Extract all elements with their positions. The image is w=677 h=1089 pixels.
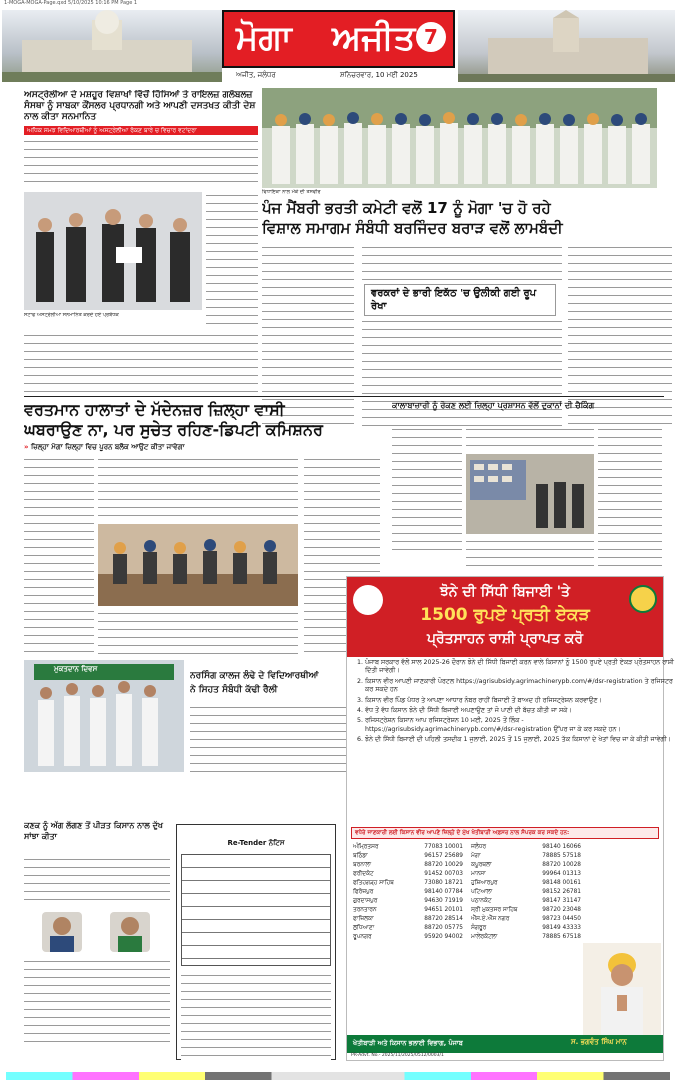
ad-contact-row: [353, 843, 463, 851]
story-fire: [24, 820, 170, 1060]
ad-contact-phone: 98149 43333: [542, 925, 581, 931]
ad-contact-phone: 98140 07784: [424, 889, 463, 895]
tender-body: [181, 972, 331, 1062]
ad-point: 5. ਰਜਿਸਟ੍ਰੇਸ਼ਨ ਕਿਸਾਨ ਆਪ ਰਜਿਸਟ੍ਰੇਸ਼ਨ 10 ਮਈ, 2025 ਤੋਂ ਲਿੰਕ - https://agrisubsidy.agrimachinerypb.com/#/dsr-registration ਉੱਪਰ ਜਾ ਕੇ ਕਰ ਸਕਦੇ ਹਨ।: [365, 717, 675, 734]
ad-contact-district: ਤਰਨਤਾਰਨ: [353, 907, 377, 913]
story-committee-body-col2: [362, 244, 562, 282]
story-rally-photo: [24, 660, 184, 772]
ad-contact-district: ਲੁਧਿਆਣਾ: [353, 925, 375, 931]
ad-contact-row: [353, 879, 463, 887]
ad-contact-district: ਅੰਮ੍ਰਿਤਸਰ: [353, 844, 379, 850]
ad-contact-phone: 73080 18721: [424, 880, 463, 886]
masthead-photo-right: [458, 10, 675, 82]
story-rally-headline-1: ਨਰਸਿੰਗ ਕਾਲਜ ਲੰਢੇ ਦੇ ਵਿਦਿਆਰਥੀਆਂ: [190, 671, 319, 681]
ad-contact-row: [471, 843, 581, 851]
ad-contact-phone: 78885 67518: [542, 934, 581, 940]
ad-contact-phone: 88720 05775: [424, 925, 463, 931]
story-dc-subhead-marker: »: [24, 443, 29, 451]
ad-contact-row: [353, 906, 463, 914]
masthead-photo-left: [2, 10, 222, 82]
ad-contact-district: ਪਠਾਨਕੋਟ: [471, 898, 492, 904]
ad-contact-district: ਕਪੂਰਥਲਾ: [471, 862, 492, 868]
story-dc-photo: [98, 524, 298, 606]
story-dc-headline-2: ਘਬਰਾਉਣ ਨਾ, ਪਰ ਸੁਚੇਤ ਰਹਿਣ-ਡਿਪਟੀ ਕਮਿਸ਼ਨਰ: [24, 420, 323, 439]
divider-1: [24, 396, 664, 397]
ad-contact-row: [471, 915, 581, 923]
story-fire-headline: ਕਣਕ ਨੂੰ ਅੱਗ ਲੱਗਣ ਤੋਂ ਪੀੜਤ ਕਿਸਾਨ ਨਾਲ ਦੁੱਖ ਸਾਂਝਾ ਕੀਤਾ: [24, 821, 163, 841]
ad-contact-row: [471, 870, 581, 878]
ad-contact-phone: 88720 28514: [424, 916, 463, 922]
ad-contact-phone: 88720 10028: [542, 862, 581, 868]
masthead-date: ਸ਼ਨਿਚਰਵਾਰ, 10 ਮਈ 2025: [340, 71, 418, 79]
ad-contacts-grid: [353, 843, 581, 941]
ad-points: [347, 659, 675, 747]
story-shops-body-col4: [598, 426, 662, 568]
ad-contact-district: ਮਾਨਸਾ: [471, 871, 486, 877]
tender-notice: [176, 824, 336, 1060]
ad-contact-phone: 77083 10001: [424, 844, 463, 850]
ad-contact-phone: 78885 57518: [542, 853, 581, 859]
story-rally-body: [190, 704, 346, 774]
ad-contact-phone: 98723 04450: [542, 916, 581, 922]
ad-contact-row: [353, 924, 463, 932]
story-shops-body-col1: [392, 426, 462, 556]
ad-contact-phone: 98140 16066: [542, 844, 581, 850]
story-australia-body: [24, 138, 258, 188]
page-number: 7: [416, 22, 446, 52]
ad-contact-bar: [351, 827, 659, 839]
story-australia-caption: ਸਟਾਫ ਅਸਟ੍ਰੇਲੀਆ ਸਨਮਾਨਿਤ ਕਰਦੇ ਹੋਏ ਪ੍ਰਬੰਧਕ: [24, 312, 119, 318]
story-committee-headline-2: ਵਿਸ਼ਾਲ ਸਮਾਗਮ ਸੰਬੰਧੀ ਬਰਜਿੰਦਰ ਬਰਾੜ ਵਲੋਂ ਲਾਮਬੰਦੀ: [262, 219, 563, 237]
ad-contact-district: ਰੂਪਨਗਰ: [353, 934, 372, 940]
ad-contact-phone: 96157 25689: [424, 853, 463, 859]
ad-contact-district: ਮਾਲੇਰਕੋਟਲਾ: [471, 934, 498, 940]
story-dc-headline-1: ਵਰਤਮਾਨ ਹਾਲਾਤਾਂ ਦੇ ਮੱਦੇਨਜ਼ਰ ਜ਼ਿਲ੍ਹਾ ਵਾਸੀ: [24, 400, 285, 419]
story-rally-headline-2: ਨੇ ਸਿਹਤ ਸੰਬੰਧੀ ਕੱਢੀ ਰੈਲੀ: [190, 685, 278, 695]
tender-heading: Re-Tender ਨੋਟਿਸ: [227, 839, 285, 847]
story-dc-subhead: [24, 443, 384, 452]
ad-contact-district: ਸ੍ਰੀ ਮੁਕਤਸਰ ਸਾਹਿਬ: [471, 907, 518, 913]
masthead: [0, 10, 677, 85]
ad-contact-district: ਜਲੰਧਰ: [471, 844, 486, 850]
ad-dsr: [346, 576, 674, 1061]
print-color-bar: [6, 1072, 670, 1080]
ad-contact-district: ਬਠਿੰਡਾ: [353, 853, 368, 859]
ad-point: 4. ਵੱਧ ਤੋਂ ਵੱਧ ਕਿਸਾਨ ਝੋਨੇ ਦੀ ਸਿੱਧੀ ਬਿਜਾਈ ਅਪਣਾਉਣ ਤਾਂ ਜੋ ਪਾਣੀ ਦੀ ਬੱਚਤ ਕੀਤੀ ਜਾ ਸਕੇ।: [365, 707, 675, 715]
ad-footer: [347, 1035, 663, 1053]
story-committee-pull-quote: [364, 284, 556, 316]
ad-contact-row: [353, 888, 463, 896]
ad-govt-emblem: [353, 585, 383, 615]
ad-point: 6. ਝੋਨੇ ਦੀ ਸਿੱਧੀ ਬਿਜਾਈ ਦੀ ਪਹਿਲੀ ਤਸਦੀਕ 1 ਜੁਲਾਈ, 2025 ਤੋਂ 15 ਜੁਲਾਈ, 2025 ਤੱਕ ਕਿਸਾਨਾਂ ਦੇ ਖੇਤਾਂ ਵਿਚ ਜਾ ਕੇ ਕੀਤੀ ਜਾਵੇਗੀ।: [365, 736, 675, 744]
ad-contact-phone: 88720 10029: [424, 862, 463, 868]
masthead-publication: ਅਜੀਤ, ਜਲੰਧਰ: [236, 71, 276, 79]
ad-contact-district: ਫਰੀਦਕੋਟ: [353, 871, 374, 877]
ad-title-1: ਝੋਨੇ ਦੀ ਸਿੱਧੀ ਬਿਜਾਈ 'ਤੇ: [439, 584, 571, 600]
ad-title-2: 1500 ਰੁਪਏ ਪ੍ਰਤੀ ਏਕੜ: [420, 605, 590, 625]
story-committee-body-col1: [262, 244, 354, 426]
story-fire-body: [24, 856, 170, 906]
ad-title-3: ਪ੍ਰੋਤਸਾਹਨ ਰਾਸ਼ੀ ਪ੍ਰਾਪਤ ਕਰੋ: [426, 631, 584, 647]
story-rally-banner: ਮੁਕਤਦਾਨ ਦਿਵਸ: [54, 665, 98, 673]
ad-contact-row: [471, 933, 581, 941]
tender-table: [181, 854, 331, 966]
story-committee-pull-quote-text: ਵਰਕਰਾਂ ਦੇ ਭਾਰੀ ਇਕੱਠ 'ਚ ਉਲੀਕੀ ਗਈ ਰੂਪ ਰੇਖਾ: [371, 288, 537, 312]
ad-point: 3. ਕਿਸਾਨ ਵੀਰ ਪਿੰਡ ਪੱਧਰ ਤੇ ਆਪਣਾ ਆਧਾਰ ਨੰਬਰ ਰਾਹੀਂ ਬਿਜਾਈ ਤੋਂ ਬਾਅਦ ਹੀ ਰਜਿਸਟ੍ਰੇਸ਼ਨ ਕਰਵਾਉਣ।: [365, 697, 675, 705]
story-fire-portrait-2: [110, 912, 150, 952]
ad-contact-phone: 98152 26781: [542, 889, 581, 895]
ad-point: 2. ਕਿਸਾਨ ਵੀਰ ਆਪਣੀ ਜਾਣਕਾਰੀ ਪੋਰਟਲ https://agrisubsidy.agrimachinerypb.com/#/dsr-registration ਤੇ ਰਜਿਸਟਰ ਕਰ ਸਕਦੇ ਹਨ: [365, 678, 675, 695]
ad-footer-dept: ਖੇਤੀਬਾੜੀ ਅਤੇ ਕਿਸਾਨ ਭਲਾਈ ਵਿਭਾਗ, ਪੰਜਾਬ: [353, 1039, 463, 1047]
ad-dept-logo: [629, 585, 657, 613]
ad-contact-phone: 91452 00703: [424, 871, 463, 877]
ad-contact-row: [471, 906, 581, 914]
ad-contact-row: [471, 924, 581, 932]
ad-contact-row: [353, 933, 463, 941]
ad-contact-row: [471, 861, 581, 869]
group-photo-top: [262, 88, 657, 188]
story-australia-headline: ਅਸਟ੍ਰੇਲੀਆ ਦੇ ਮਸ਼ਹੂਰ ਵਿਸ਼ਾਖਾਂ ਵਿੱਚੋਂ ਹਿੱਸਿਆਂ ਤੇ ਰਾਇਲਜ਼ ਗਲੋਬਲਜ਼ ਸੰਸਥਾ ਨੂੰ ਸਾਬਕਾ ਕੌਂਸਲਰ ਪ੍ਰਧਾਨਗੀ ਅਤੇ ਆਪਣੀ ਦਸਤਖਤ ਕੀਤੀ ਦੇਸ਼ ਨਾਲ ਕੀਤਾ ਸਨਮਾਨਿਤ: [24, 90, 256, 122]
story-fire-body-2: [24, 958, 170, 1046]
ad-contact-district: ਗੁਰਦਾਸਪੁਰ: [353, 898, 378, 904]
ad-contact-bar-text: ਵਧੇਰੇ ਜਾਣਕਾਰੀ ਲਈ ਕਿਸਾਨ ਵੀਰ ਆਪਣੇ ਜ਼ਿਲ੍ਹੇ ਦੇ ਮੁੱਖ ਖੇਤੀਬਾੜੀ ਅਫ਼ਸਰ ਨਾਲ ਸੰਪਰਕ ਕਰ ਸਕਦੇ ਹਨ:: [355, 830, 570, 836]
story-australia-photo: [24, 192, 202, 310]
ad-contact-row: [471, 852, 581, 860]
ad-contact-phone: 99964 01313: [542, 871, 581, 877]
ad-contact-district: ਫਾਜ਼ਿਲਕਾ: [353, 916, 374, 922]
story-committee-headline-1: ਪੰਜ ਮੈਂਬਰੀ ਭਰਤੀ ਕਮੇਟੀ ਵਲੋਂ 17 ਨੂੰ ਮੋਗਾ 'ਚ ਹੋ ਰਹੇ: [262, 199, 551, 217]
story-dc-body-col1: [24, 456, 94, 656]
ad-contact-phone: 94630 71919: [424, 898, 463, 904]
story-australia-continuation: [24, 332, 258, 392]
story-dc: [24, 400, 384, 660]
story-australia-subhead: ਅਧਿਕ ਸਮਝ ਵਿਦਿਆਰਥੀਆਂ ਨੂੰ ਅਸਟ੍ਰੇਲੀਆ ਰੋਕਣ ਬਾਰੇ ਚ ਵਿਚਾਰ ਵਟਾਂਦਰਾ: [24, 126, 258, 135]
story-shops-headline: ਕਾਲਾਬਾਜ਼ਾਰੀ ਨੂੰ ਰੋਕਣ ਲਈ ਜ਼ਿਲ੍ਹਾ ਪ੍ਰਸ਼ਾਸਨ ਵੱਲੋਂ ਦੁਕਾਨਾਂ ਦੀ ਚੈਕਿੰਗ: [392, 401, 595, 410]
ad-contact-row: [353, 870, 463, 878]
story-rally: [24, 660, 348, 820]
ad-contact-phone: 95920 94002: [424, 934, 463, 940]
ad-contact-phone: 94651 20101: [424, 907, 463, 913]
ad-contact-row: [471, 897, 581, 905]
ad-header: [347, 577, 663, 657]
ad-contact-district: ਬਰਨਾਲਾ: [353, 862, 372, 868]
group-photo-top-caption: ਵਿਧਾਇਕਾ ਨਾਲ ਮੌਕੇ ਦੀ ਤਸਵੀਰ: [262, 189, 321, 195]
story-shops-body-col2: [466, 426, 594, 452]
story-shops: [392, 400, 664, 575]
masthead-title-ajit: ਅਜੀਤ: [332, 18, 416, 58]
story-shops-body-col3: [466, 538, 594, 568]
ad-contact-phone: 98148 00161: [542, 880, 581, 886]
ad-contact-district: ਮੋਗਾ: [471, 853, 481, 859]
ad-contact-row: [471, 888, 581, 896]
masthead-subline: [222, 68, 455, 82]
story-dc-subhead-text: ਜ਼ਿਲ੍ਹਾ ਮੋਗਾ ਜ਼ਿਲ੍ਹਾ ਵਿਚ ਪੂਰਨ ਬਲੈਕ ਆਉਟ ਕੀਤਾ ਜਾਵੇਗਾ: [30, 443, 185, 451]
story-fire-portrait-1: [42, 912, 82, 952]
ad-pr-no: PR-Advt. No.- 2025/11/2025/0512/0003/1: [351, 1053, 444, 1058]
story-shops-photo: [466, 454, 594, 534]
ad-contact-row: [353, 897, 463, 905]
ad-contact-row: [353, 915, 463, 923]
ad-contact-district: ਸੰਗਰੂਰ: [471, 925, 487, 931]
ad-contact-phone: 98147 31147: [542, 898, 581, 904]
ad-contact-district: ਐੱਸ.ਏ.ਐੱਸ ਨਗਰ: [471, 916, 510, 922]
ad-contact-district: ਫਿਰੋਜ਼ਪੁਰ: [353, 889, 374, 895]
ad-contact-district: ਹੁਸ਼ਿਆਰਪੁਰ: [471, 880, 498, 886]
ad-contacts: [353, 843, 581, 1033]
ad-contact-district: ਫਤਿਹਗੜ੍ਹ ਸਾਹਿਬ: [353, 880, 394, 886]
ad-contact-district: ਪਟਿਆਲਾ: [471, 889, 493, 895]
ad-contact-phone: 98720 23048: [542, 907, 581, 913]
ad-contact-row: [471, 879, 581, 887]
ad-contact-row: [353, 861, 463, 869]
masthead-title-box: [222, 10, 455, 68]
story-australia-side-column: [206, 192, 258, 324]
story-dc-body-col3: [98, 610, 298, 656]
story-australia: [24, 90, 258, 328]
ad-cm-name: ਸ. ਭਗਵੰਤ ਸਿੰਘ ਮਾਨ: [571, 1038, 627, 1046]
story-dc-body-col2: [98, 456, 298, 520]
masthead-title-moga: ਮੋਗਾ: [236, 18, 292, 58]
ad-point: 1. ਪੰਜਾਬ ਸਰਕਾਰ ਵੱਲੋਂ ਸਾਲ 2025-26 ਦੌਰਾਨ ਝੋਨੇ ਦੀ ਸਿੱਧੀ ਬਿਜਾਈ ਕਰਨ ਵਾਲੇ ਕਿਸਾਨਾਂ ਨੂੰ 1500 ਰੁਪਏ ਪ੍ਰਤੀ ਏਕੜ ਪ੍ਰੋਤਸਾਹਨ ਰਾਸ਼ੀ ਦਿੱਤੀ ਜਾਵੇਗੀ।: [365, 659, 675, 676]
ad-cm-photo: [583, 943, 661, 1035]
ad-contact-row: [353, 852, 463, 860]
print-slug: 1-MOGA-MOGA-Page.qxd 5/10/2025 10:16 PM Page 1: [4, 0, 138, 6]
story-committee-body-col4: [568, 244, 672, 426]
